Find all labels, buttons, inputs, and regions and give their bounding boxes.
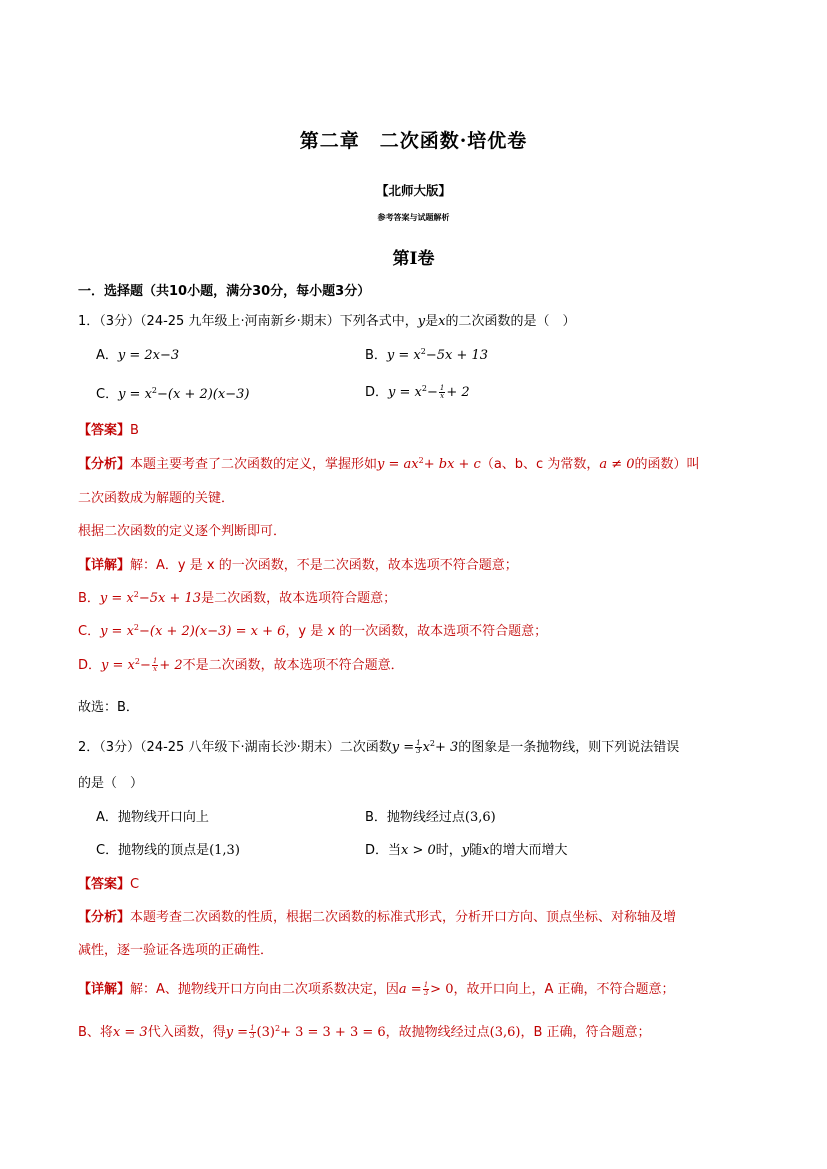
fraction-1-over-x <box>439 385 445 400</box>
answer-value: C <box>130 877 140 892</box>
detail-math: −5x + 13 <box>138 591 202 606</box>
q1-option-b <box>365 344 488 363</box>
detail-math: x = 3 <box>112 1025 148 1040</box>
question-1-stem <box>78 310 575 329</box>
denominator: x <box>440 392 445 400</box>
detail-text: 解：A．y 是 x 的一次函数，不是二次函数，故本选项不符合题意； <box>130 558 518 573</box>
numerator: 1 <box>439 384 445 392</box>
analysis-math: + bx + c <box>423 457 481 472</box>
option-math: y = x <box>118 387 152 402</box>
exponent: 2 <box>429 739 435 748</box>
q2-option-d <box>365 839 568 858</box>
numerator: 1 <box>416 739 421 747</box>
exponent: 2 <box>151 386 158 395</box>
numerator: 1 <box>152 657 158 665</box>
option-math: x <box>482 843 490 858</box>
q2-analysis-line-1 <box>78 906 676 925</box>
detail-label: D． <box>78 658 102 673</box>
q1-conclusion: 故选：B． <box>78 700 139 715</box>
option-text: 的增大而增大 <box>489 843 568 858</box>
answer-value: B <box>130 423 139 438</box>
detail-label: B． <box>78 591 100 606</box>
exponent: 2 <box>133 590 139 599</box>
denominator: 3 <box>416 747 421 755</box>
q1-option-a <box>96 344 179 363</box>
exponent: 2 <box>420 347 426 356</box>
q1-detail-c <box>78 620 547 639</box>
section-heading: 一．选择题（共10小题，满分30分，每小题3分） <box>78 284 371 299</box>
option-math: (3,6) <box>464 810 496 825</box>
q1-stem-mid: 是 <box>425 314 439 329</box>
q1-stem-y: y <box>417 314 426 329</box>
analysis-tag: 【分析】 <box>78 910 131 925</box>
volume-heading: 第I卷 <box>392 249 435 269</box>
detail-text: 是二次函数，故本选项符合题意； <box>201 591 397 606</box>
option-text: D．当 <box>365 843 402 858</box>
detail-math: y = x <box>101 658 135 673</box>
fraction-1-over-3 <box>249 1025 255 1040</box>
detail-text: ，故抛物线经过点 <box>385 1025 490 1040</box>
detail-label: C． <box>78 624 101 639</box>
detail-text: ，故开口向上，A 正确，不符合题意； <box>453 982 675 997</box>
detail-text: ，B 正确，符合题意； <box>520 1025 651 1040</box>
denominator: 3 <box>423 989 429 997</box>
question-2-stem-line-2: 的是（ ） <box>78 776 144 791</box>
exponent: 2 <box>274 1024 281 1033</box>
detail-math: a = <box>398 982 422 997</box>
detail-text: 解：A、抛物线开口方向由二次项系数决定，因 <box>130 982 399 997</box>
option-label: B． <box>365 348 387 363</box>
detail-tag: 【详解】 <box>78 558 131 573</box>
q2-option-b <box>365 806 496 825</box>
analysis-math: y = ax <box>377 457 419 472</box>
q1-detail-a <box>78 554 518 573</box>
option-text: 时， <box>435 843 462 858</box>
q2-stem-prefix: 2．（3分）（24-25 八年级下·湖南长沙·期末）二次函数 <box>78 740 392 755</box>
q2-stem-math: x <box>422 740 430 755</box>
analysis-math: a ≠ 0 <box>599 457 635 472</box>
q2-option-a: A．抛物线开口向上 <box>96 810 209 825</box>
option-text: C．抛物线的顶点是 <box>96 843 210 858</box>
option-math: + 2 <box>446 385 470 400</box>
analysis-text: （a、b、c 为常数， <box>480 457 600 472</box>
q1-option-c <box>96 383 249 402</box>
analysis-text: 本题考查二次函数的性质，根据二次函数的标准式形式，分析开口方向、顶点坐标、对称轴及增 <box>130 910 677 925</box>
numerator: 1 <box>250 1024 255 1032</box>
answer-tag: 【答案】 <box>78 423 131 438</box>
q1-analysis-line-2: 二次函数成为解题的关键． <box>78 491 235 506</box>
denominator: x <box>153 665 158 673</box>
option-text: 随 <box>469 843 483 858</box>
option-math: y = 2x−3 <box>117 348 180 363</box>
option-text: B．抛物线经过点 <box>365 810 465 825</box>
fraction-1-over-3 <box>415 740 421 755</box>
q1-option-d: D．$y = x^2-$ $\frac{1}{x}$ + 2 <box>365 384 470 400</box>
detail-text: B、将 <box>78 1025 113 1040</box>
edition-label: 【北师大版】 <box>375 183 451 198</box>
q1-stem-x: x <box>438 314 446 329</box>
q1-detail-b <box>78 587 396 606</box>
fraction-1-over-3 <box>423 982 429 997</box>
option-label: D． <box>365 385 389 400</box>
option-math: x > 0 <box>401 843 436 858</box>
fraction-1-over-x <box>152 658 158 673</box>
q1-answer <box>78 419 139 438</box>
detail-math: (3) <box>256 1025 275 1040</box>
question-2-stem <box>78 736 679 755</box>
detail-tag: 【详解】 <box>78 982 131 997</box>
detail-math: y = x <box>99 591 134 606</box>
detail-math: −(x + 2)(x−3) = x + 6 <box>139 624 286 639</box>
option-math: (1,3) <box>209 843 240 858</box>
analysis-tag: 【分析】 <box>78 457 131 472</box>
q2-stem-math: y = <box>391 740 415 755</box>
detail-math: y = x <box>100 624 134 639</box>
exponent: 2 <box>134 657 140 666</box>
detail-math: > 0 <box>430 982 454 997</box>
detail-math: y = <box>225 1025 249 1040</box>
page-title: 第二章 二次函数·培优卷 <box>299 130 528 152</box>
detail-math: + 2 <box>159 658 183 673</box>
q2-detail-a <box>78 978 675 997</box>
detail-math: (3,6) <box>489 1025 521 1040</box>
q1-analysis-line-1 <box>78 453 700 472</box>
detail-math: + 3 = 3 + 3 = 6 <box>280 1025 386 1040</box>
denominator: 3 <box>250 1032 255 1040</box>
detail-text: 代入函数，得 <box>147 1025 226 1040</box>
exponent: 2 <box>418 456 424 465</box>
q1-analysis-line-3: 根据二次函数的定义逐个判断即可． <box>78 524 287 539</box>
analysis-text: 本题主要考查了二次函数的定义，掌握形如 <box>130 457 378 472</box>
option-label: A． <box>96 348 118 363</box>
exponent: 2 <box>133 623 140 632</box>
q2-analysis-line-2: 减性，逐一验证各选项的正确性． <box>78 943 274 958</box>
q2-detail-b <box>78 1021 651 1040</box>
q2-answer <box>78 873 139 892</box>
option-math: y = x <box>388 385 422 400</box>
q1-detail-d: D．$y = x^2-$ $\frac{1}{x}$ + 2不是二次函数，故本选项不符合题意． <box>78 657 404 673</box>
q1-stem-prefix: 1．（3分）（24-25 九年级上·河南新乡·期末）下列各式中， <box>78 314 418 329</box>
analysis-text: 的函数）叫 <box>634 457 700 472</box>
q2-stem-suffix: 的图象是一条抛物线，则下列说法错误 <box>458 740 680 755</box>
detail-text: 不是二次函数，故本选项不符合题意． <box>182 658 404 673</box>
q2-option-c <box>96 839 240 858</box>
exponent: 2 <box>421 384 427 393</box>
q2-stem-math: + 3 <box>435 740 459 755</box>
option-math: −5x + 13 <box>425 348 489 363</box>
option-label: C． <box>96 387 119 402</box>
option-math: y = x <box>386 348 421 363</box>
numerator: 1 <box>423 981 429 989</box>
answer-tag: 【答案】 <box>78 877 131 892</box>
option-math: y <box>461 843 470 858</box>
detail-text: ，y 是 x 的一次函数，故本选项不符合题意； <box>285 624 548 639</box>
subtitle: 参考答案与试题解析 <box>377 213 450 222</box>
option-math: −(x + 2)(x−3) <box>157 387 250 402</box>
q1-stem-suffix: 的二次函数的是（ ） <box>445 314 576 329</box>
